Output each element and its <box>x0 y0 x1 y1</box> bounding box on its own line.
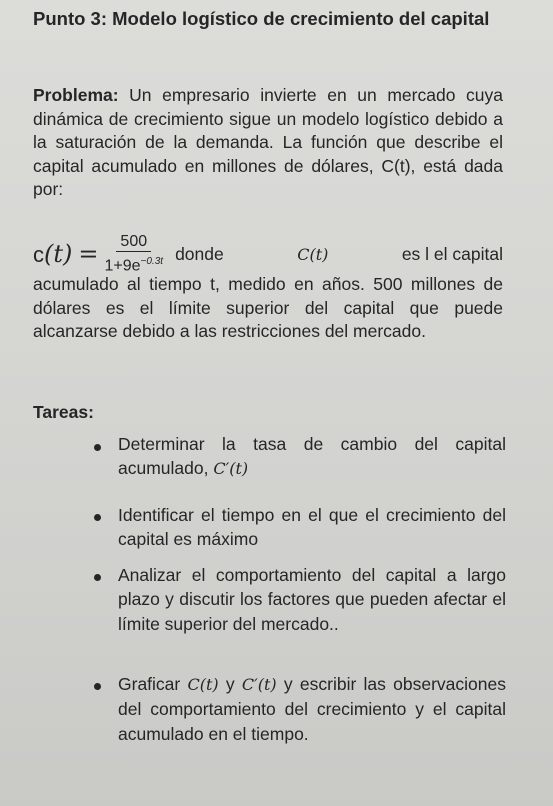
formula-lhs-function: c <box>33 242 44 267</box>
section-title: Punto 3: Modelo logístico de crecimiento del capital <box>33 8 490 29</box>
task-text: y <box>218 674 242 694</box>
task-text: Identificar el tiempo en el que el crecimiento del capital es máximo <box>118 505 506 550</box>
formula-lhs-arg: (t) <box>44 240 73 268</box>
task-text: y escribir las observaciones del comportamiento del crecimiento y el capital acumulado en el tiempo. <box>118 674 506 744</box>
task-text: Analizar el comportamiento del capital a largo plazo y discutir los factores que pueden afectar el límite superior del mercado.. <box>118 565 506 634</box>
task-item <box>118 432 506 482</box>
problem-text: Un empresario invierte en un mercado cuya dinámica de crecimiento sigue un modelo logístico debido a la saturación de la demanda. La función que describe el capital acumulado en millones de dólares, C(t), está dada por: <box>33 85 503 200</box>
task-math: C′(t) <box>241 675 277 694</box>
task-item <box>118 503 506 552</box>
task-math: C(t) <box>187 675 219 694</box>
bullet-dot <box>94 514 101 521</box>
formula-es: es l el capital <box>401 243 503 264</box>
task-item <box>118 672 506 746</box>
task-item <box>118 563 506 636</box>
formula-description <box>175 244 503 265</box>
formula-denominator-base: 1+9e <box>104 257 141 275</box>
formula-denominator-exponent: −0.3t <box>140 255 164 267</box>
tasks-heading: Tareas: <box>33 402 94 422</box>
bullet-dot <box>94 683 101 690</box>
task-math: C′(t) <box>213 459 249 479</box>
formula-lhs <box>33 240 72 268</box>
formula-fraction <box>104 232 163 276</box>
formula-continuation: acumulado al tiempo t, medido en años. 500 millones de dólares es el límite superior del capital que puede alcanzarse debido a las restricciones del mercado. <box>33 274 503 342</box>
problem-label: Problema: <box>33 85 119 105</box>
bullet-dot <box>94 444 101 451</box>
bullet-dot <box>94 574 101 581</box>
formula-equals: = <box>78 240 99 268</box>
formula-var: C(t) <box>297 244 329 264</box>
task-text: Graficar <box>118 674 188 694</box>
formula-donde: donde <box>175 243 224 264</box>
formula-numerator: 500 <box>116 232 151 252</box>
task-text: Determinar la tasa de cambio del capital acumulado, <box>118 434 506 479</box>
problem-paragraph <box>33 84 503 202</box>
